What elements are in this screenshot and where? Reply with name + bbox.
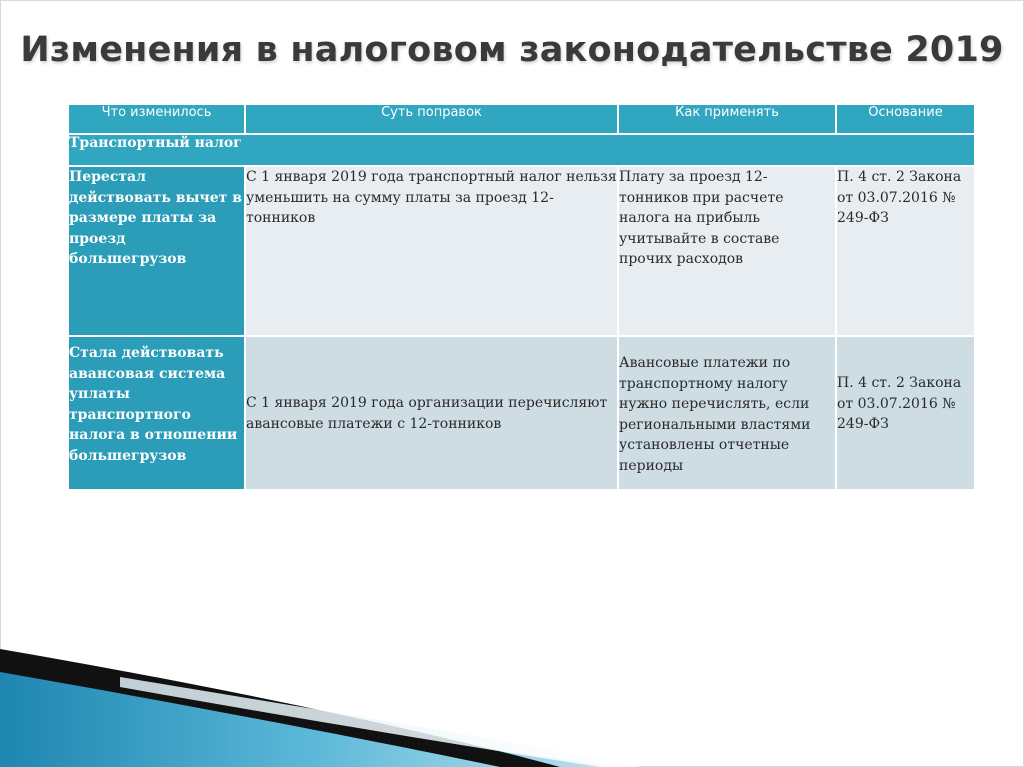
header-how-to-apply: Как применять	[618, 104, 836, 134]
basis-cell: П. 4 ст. 2 Закона от 03.07.2016 № 249-ФЗ	[836, 166, 975, 336]
table-header-row	[68, 104, 975, 134]
header-basis: Основание	[836, 104, 975, 134]
essence-cell: С 1 января 2019 года транспортный налог нельзя уменьшить на сумму платы за проезд 12-тонников	[245, 166, 618, 336]
header-essence: Суть поправок	[245, 104, 618, 134]
table-row	[68, 166, 975, 336]
header-what-changed: Что изменилось	[68, 104, 245, 134]
how-to-apply-cell: Плату за проезд 12-тонников при расчете налога на прибыль учитывайте в составе прочих расходов	[618, 166, 836, 336]
how-to-apply-cell: Авансовые платежи по транспортному налогу нужно перечислять, если региональными властями установлены отчетные периоды	[618, 336, 836, 490]
what-changed-cell: Стала действовать авансовая система уплаты транспортного налога в отношении большегрузов	[68, 336, 245, 490]
basis-cell: П. 4 ст. 2 Закона от 03.07.2016 № 249-ФЗ	[836, 336, 975, 490]
section-title: Транспортный налог	[68, 134, 975, 166]
page-title: Изменения в налоговом законодательстве 2019	[20, 30, 1004, 70]
essence-cell: С 1 января 2019 года организации перечисляют авансовые платежи с 12-тонников	[245, 336, 618, 490]
tax-changes-table	[67, 103, 976, 491]
section-row	[68, 134, 975, 166]
what-changed-cell: Перестал действовать вычет в размере платы за проезд большегрузов	[68, 166, 245, 336]
table-row	[68, 336, 975, 490]
